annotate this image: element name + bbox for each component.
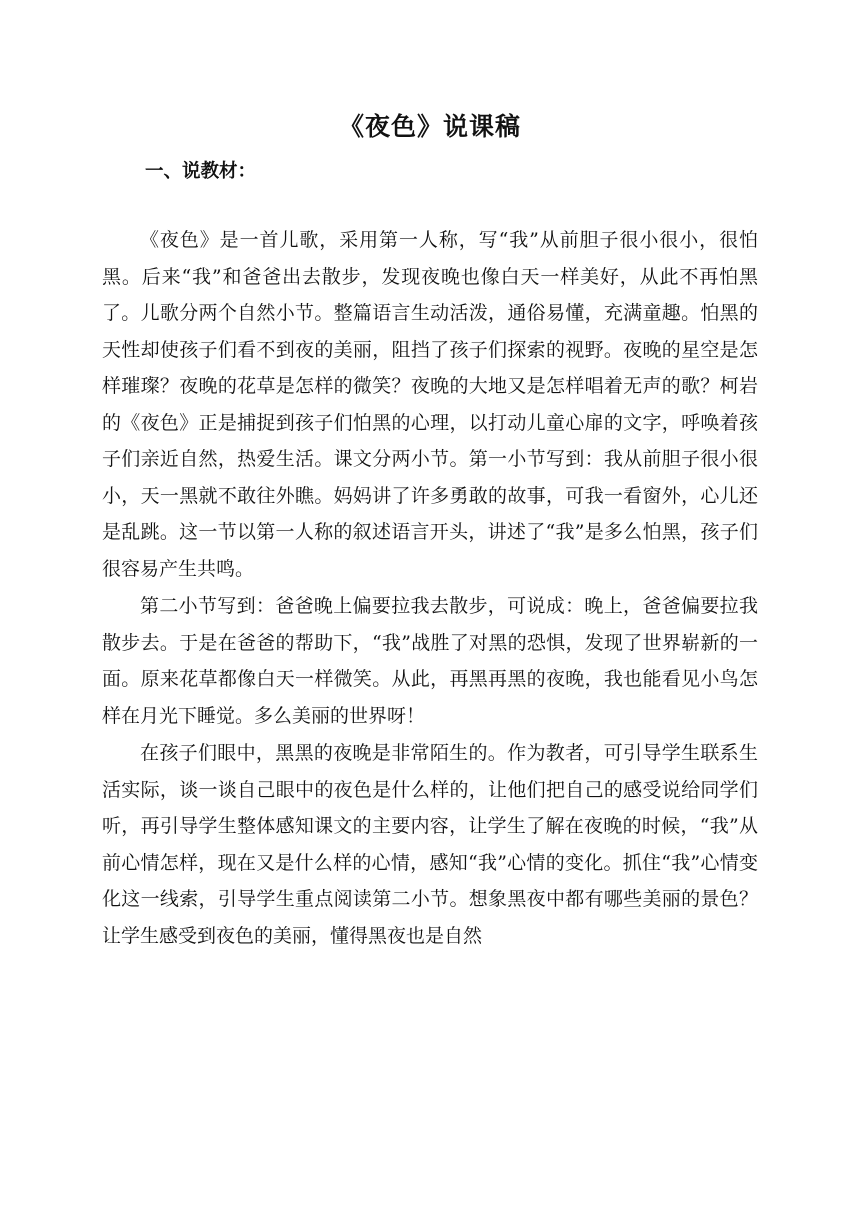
paragraph: 第二小节写到：爸爸晚上偏要拉我去散步，可说成：晚上，爸爸偏要拉我散步去。于是在爸爸的帮助下，“我”战胜了对黑的恐惧，发现了世界崭新的一面。原来花草都像白天一样微笑。从此，再黑再黑的夜晚，我也能看见小鸟怎样在月光下睡觉。多么美丽的世界呀！ bbox=[102, 595, 758, 727]
section-heading: 一、说教材： bbox=[145, 161, 257, 182]
paragraph: 《夜色》是一首儿歌，采用第一人称，写“我”从前胆子很小很小，很怕黑。后来“我”和爸爸出去散步，发现夜晚也像白天一样美好，从此不再怕黑了。儿歌分两个自然小节。整篇语言生动活泼，通俗易懂，充满童趣。怕黑的天性却使孩子们看不到夜的美丽，阻挡了孩子们探索的视野。夜晚的星空是怎样璀璨？夜晚的花草是怎样的微笑？夜晚的大地又是怎样唱着无声的歌？柯岩的《夜色》正是捕捉到孩子们怕黑的心理，以打动儿童心扉的文字，呼唤着孩子们亲近自然，热爱生活。课文分两小节。第一小节写到：我从前胆子很小很小，天一黑就不敢往外瞧。妈妈讲了许多勇敢的故事，可我一看窗外，心儿还是乱跳。这一节以第一人称的叙述语言开头，讲述了“我”是多么怕黑，孩子们很容易产生共鸣。 bbox=[102, 229, 758, 580]
document-title: 《夜色》说课稿 bbox=[338, 112, 521, 141]
paragraph: 在孩子们眼中，黑黑的夜晚是非常陌生的。作为教者，可引导学生联系生活实际，谈一谈自己眼中的夜色是什么样的，让他们把自己的感受说给同学们听，再引导学生整体感知课文的主要内容，让学生了解在夜晚的时候，“我”从前心情怎样，现在又是什么样的心情，感知“我”心情的变化。抓住“我”心情变化这一线索，引导学生重点阅读第二小节。想象黑夜中都有哪些美丽的景色？让学生感受到夜色的美丽，懂得黑夜也是自然 bbox=[102, 742, 758, 947]
document-body bbox=[102, 222, 758, 955]
